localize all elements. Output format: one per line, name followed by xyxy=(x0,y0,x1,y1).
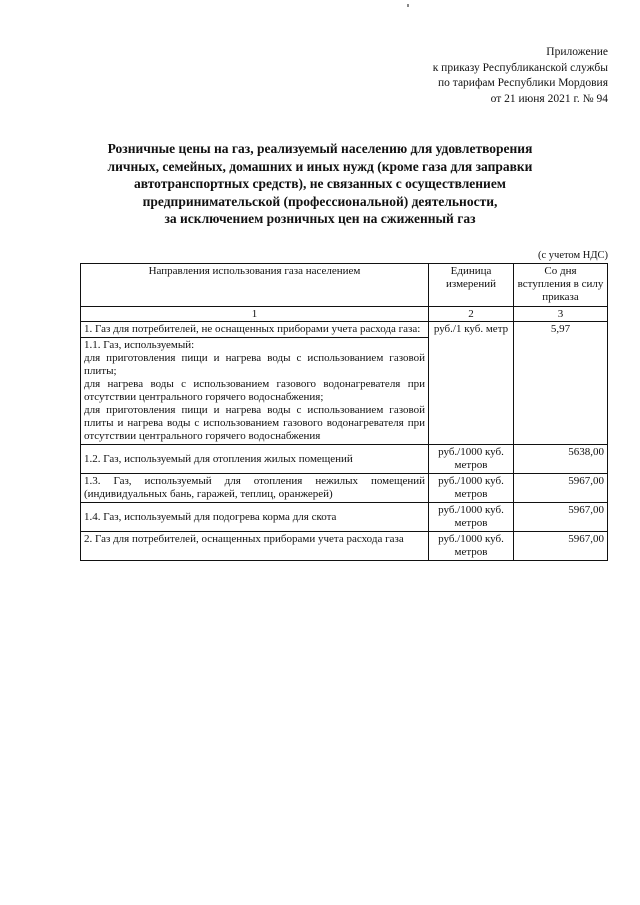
title-line-1: Розничные цены на газ, реализуемый населению для удовлетворения xyxy=(107,141,533,156)
header-unit: Единица измерений xyxy=(429,264,514,307)
row-1-2-unit: руб./1000 куб. метров xyxy=(429,445,514,474)
vat-note: (с учетом НДС) xyxy=(538,250,608,261)
table-row xyxy=(81,474,608,503)
row-1-3-price: 5967,00 xyxy=(514,474,608,503)
col-number-3: 3 xyxy=(514,307,608,322)
row-1-3-label: 1.3. Газ, используемый для отопления нежилых помещений (индивидуальных бань, гаражей, теплиц, оранжерей) xyxy=(81,474,429,503)
row-1-unit: руб./1 куб. метр xyxy=(429,322,514,445)
row-1-3-unit: руб./1000 куб. метров xyxy=(429,474,514,503)
row-1-1-cell xyxy=(81,338,429,445)
header-direction: Направления использования газа населением xyxy=(81,264,429,307)
row-1-1-item-a: для приготовления пищи и нагрева воды с использованием газовой плиты; xyxy=(84,352,425,377)
header-row xyxy=(81,264,608,307)
row-1-label: 1. Газ для потребителей, не оснащенных приборами учета расхода газа: xyxy=(81,322,429,338)
title-line-2: личных, семейных, домашних и иных нужд (кроме газа для заправки xyxy=(107,158,533,174)
col-number-1: 1 xyxy=(81,307,429,322)
title-line-5: за исключением розничных цен на сжиженный газ xyxy=(164,211,476,226)
row-2-unit: руб./1000 куб. метров xyxy=(429,532,514,561)
row-1-1-item-c: для приготовления пищи и нагрева воды с использованием газовой плиты и нагрева воды с использованием газового водонагревателя при отсутствии центрального горячего водоснабжения xyxy=(84,404,425,442)
row-2-label: 2. Газ для потребителей, оснащенных приборами учета расхода газа xyxy=(81,532,429,561)
table-row xyxy=(81,532,608,561)
row-1-2-price: 5638,00 xyxy=(514,445,608,474)
row-1-4-price: 5967,00 xyxy=(514,503,608,532)
row-1-1-item-b: для нагрева воды с использованием газового водонагревателя при отсутствии центрального горячего водоснабжения; xyxy=(84,378,425,403)
col-number-2: 2 xyxy=(429,307,514,322)
appendix-line-1: Приложение xyxy=(546,46,608,58)
title-line-4: предпринимательской (профессиональной) деятельности, xyxy=(142,193,498,209)
title-line-3: автотранспортных средств), не связанных с осуществлением xyxy=(133,176,507,191)
table-row xyxy=(81,322,608,338)
column-number-row xyxy=(81,307,608,322)
appendix-line-4: от 21 июня 2021 г. № 94 xyxy=(490,92,608,105)
appendix-note xyxy=(308,45,608,107)
row-1-price: 5,97 xyxy=(514,322,608,445)
appendix-line-2: к приказу Республиканской службы xyxy=(432,61,608,74)
row-1-4-unit: руб./1000 куб. метров xyxy=(429,503,514,532)
table-row xyxy=(81,445,608,474)
row-2-price: 5967,00 xyxy=(514,532,608,561)
header-price: Со дня вступления в силу приказа xyxy=(514,264,608,307)
price-table xyxy=(80,263,608,561)
document-title xyxy=(90,140,550,228)
row-1-4-label: 1.4. Газ, используемый для подогрева корма для скота xyxy=(81,503,429,532)
scan-mark xyxy=(407,4,409,7)
row-1-2-label: 1.2. Газ, используемый для отопления жилых помещений xyxy=(81,445,429,474)
row-1-1-intro: 1.1. Газ, используемый: xyxy=(84,339,195,351)
table-row xyxy=(81,503,608,532)
appendix-line-3: по тарифам Республики Мордовия xyxy=(438,77,608,89)
